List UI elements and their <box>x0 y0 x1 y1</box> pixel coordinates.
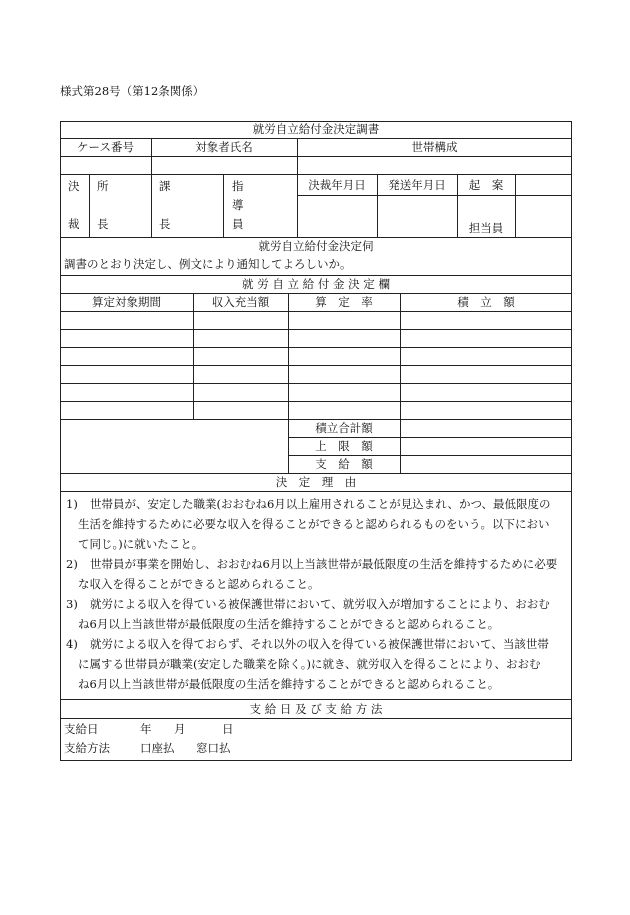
column-rate: 算 定 率 <box>315 295 373 309</box>
reason-heading: 決 定 理 由 <box>275 475 357 489</box>
reason-1-line-1: 世帯員が、安定した職業(おおむね6月以上雇用されることが見込まれ、かつ、最低限度の <box>90 497 551 511</box>
reason-4-line-3: ね6月以上当該世帯が最低限度の生活を維持することができると認められること。 <box>78 677 500 691</box>
reason-1-number: 1) <box>66 497 78 511</box>
proposal-text: 調書のとおり決定し、例文により通知してよろしいか。 <box>64 257 352 271</box>
reason-2-line-1: 世帯員が事業を開始し、おおむね6月以上当該世帯が最低限度の生活を維持するために必要 <box>90 557 558 571</box>
reason-2-line-2: な収入を得ることができると認められること。 <box>78 577 320 591</box>
kachou-char-2: 長 <box>159 217 171 231</box>
column-income: 収入充当額 <box>211 295 270 309</box>
reason-1-line-2: 生活を維持するために必要な収入を得ることができると認められるものをいう。以下におい <box>78 517 550 531</box>
shidouin-char-1: 指 <box>232 179 244 193</box>
reason-2-number: 2) <box>66 557 78 571</box>
payment-day-label: 日 <box>222 722 234 736</box>
household-field[interactable] <box>298 157 571 174</box>
shidouin-char-3: 員 <box>232 217 244 231</box>
column-accumulation: 積 立 額 <box>457 295 515 309</box>
subject-name-header: 対象者氏名 <box>195 140 253 154</box>
reason-3-line-1: 就労による収入を得ている被保護世帯において、就労収入が増加することにより、おおむ <box>90 597 550 611</box>
decision-section-heading: 就 労 自 立 給 付 金 決 定 欄 <box>242 277 390 291</box>
form-title: 就労自立給付金決定調書 <box>252 122 380 136</box>
kian-header: 起 案 <box>468 178 504 192</box>
reason-3-line-2: ね6月以上当該世帯が最低限度の生活を維持することができると認められること。 <box>78 617 500 631</box>
payment-heading: 支 給 日 及 び 支 給 方 法 <box>249 702 383 716</box>
subject-name-field[interactable] <box>152 157 297 174</box>
shidouin-char-2: 導 <box>232 198 244 212</box>
kessai-char-1: 決 <box>68 179 80 193</box>
payment-amount-label: 支 給 額 <box>315 457 373 471</box>
payment-month-label: 月 <box>174 722 186 736</box>
household-header: 世帯構成 <box>411 140 458 154</box>
case-number-field[interactable] <box>61 157 151 174</box>
shochou-char-1: 所 <box>97 179 109 193</box>
decision-date-header: 決裁年月日 <box>308 178 366 192</box>
column-period: 算定対象期間 <box>92 295 161 309</box>
reason-1-line-3: て同じ。)に就いたこと。 <box>78 537 204 551</box>
sent-date-header: 発送年月日 <box>388 178 446 192</box>
reason-4-line-2: に属する世帯員が職業(安定した職業を除く。)に就き、就労収入を得ることにより、おおむ <box>78 657 541 671</box>
tantouin-label: 担当員 <box>468 221 504 235</box>
reason-4-line-1: 就労による収入を得ておらず、それ以外の収入を得ている被保護世帯において、当該世帯 <box>90 637 549 651</box>
payment-method-bank[interactable]: 口座払 <box>140 741 175 755</box>
proposal-title: 就労自立給付金決定伺 <box>258 239 374 253</box>
payment-date-label: 支給日 <box>64 722 99 736</box>
upper-limit-label: 上 限 額 <box>315 439 373 453</box>
kachou-char-1: 課 <box>159 179 171 193</box>
payment-year-label: 年 <box>140 722 152 736</box>
reason-3-number: 3) <box>66 597 78 611</box>
payment-method-counter[interactable]: 窓口払 <box>196 741 231 755</box>
payment-method-label: 支給方法 <box>64 741 110 755</box>
shochou-char-2: 長 <box>97 217 109 231</box>
form-label: 様式第28号（第12条関係） <box>60 84 205 98</box>
reason-4-number: 4) <box>66 637 78 651</box>
case-number-header: ケース番号 <box>77 140 134 154</box>
total-accumulation-label: 積立合計額 <box>315 421 373 435</box>
kessai-char-2: 裁 <box>68 217 80 231</box>
